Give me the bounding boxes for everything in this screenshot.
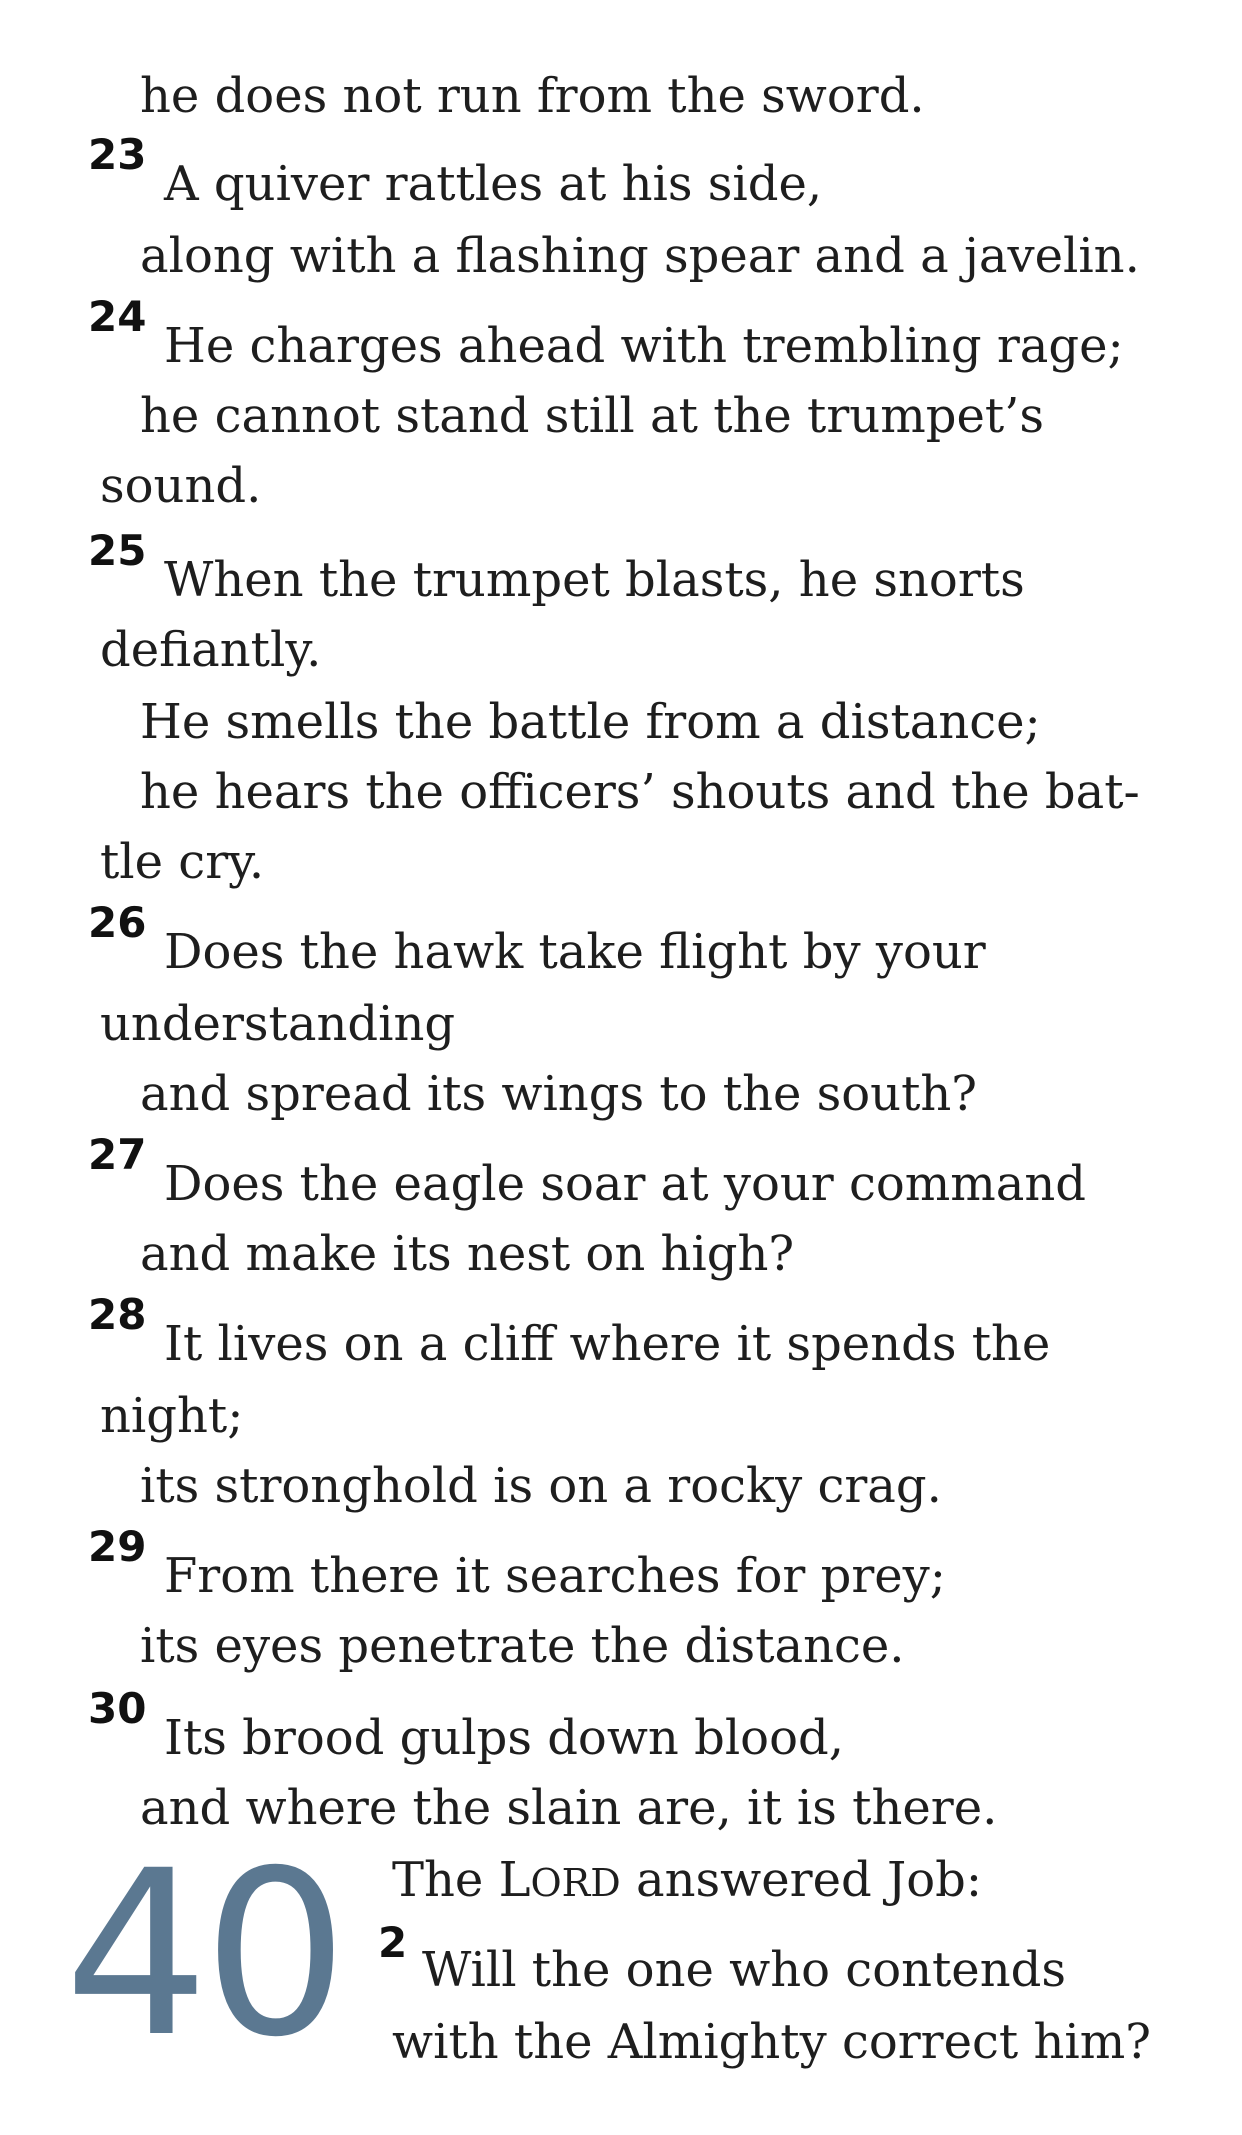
verse-25-line-3: He smells the battle from a distance;	[140, 694, 1041, 750]
chapter-intro-pre: The	[392, 1852, 499, 1908]
verse-2-line-2: with the Almighty correct him?	[392, 2014, 1151, 2070]
verse-25-line-4: he hears the officers’ shouts and the bat-	[140, 764, 1140, 820]
verse-26-line-2: understanding	[100, 996, 456, 1052]
verse-23-line-1: A quiver rattles at his side,	[164, 156, 823, 212]
verse-30-line-2: and where the slain are, it is there.	[140, 1780, 998, 1836]
verse-28-line-2: night;	[100, 1388, 244, 1444]
verse-23-line-2: along with a flashing spear and a javelin.	[140, 228, 1140, 284]
chapter-intro-post: answered Job:	[620, 1852, 982, 1908]
verse-28-line-1: It lives on a cliff where it spends the	[164, 1316, 1051, 1372]
verse-number-26: 26	[88, 898, 147, 947]
verse-number-23: 23	[88, 130, 147, 179]
verse-27-line-2: and make its nest on high?	[140, 1226, 795, 1282]
verse-24-line-3: sound.	[100, 458, 262, 514]
verse-number-27: 27	[88, 1130, 147, 1179]
verse-number-24: 24	[88, 292, 147, 341]
chapter-number: 40	[64, 1821, 343, 2087]
verse-22-end: he does not run from the sword.	[140, 68, 925, 124]
verse-26-line-1: Does the hawk take flight by your	[164, 924, 986, 980]
verse-number-25: 25	[88, 526, 147, 575]
verse-number-29: 29	[88, 1522, 147, 1571]
verse-number-30: 30	[88, 1684, 147, 1733]
verse-29-line-2: its eyes penetrate the distance.	[140, 1618, 905, 1674]
verse-number-28: 28	[88, 1290, 147, 1339]
lord-small-caps: ORD	[530, 1861, 621, 1905]
verse-27-line-1: Does the eagle soar at your command	[164, 1156, 1087, 1212]
verse-2-line-1: Will the one who contends	[422, 1942, 1066, 1998]
verse-24-line-2: he cannot stand still at the trumpet’s	[140, 388, 1045, 444]
verse-30-line-1: Its brood gulps down blood,	[164, 1710, 844, 1766]
lord-initial: L	[498, 1852, 531, 1908]
verse-number-2: 2	[378, 1918, 408, 1967]
verse-24-line-1: He charges ahead with trembling rage;	[164, 318, 1124, 374]
chapter-intro	[392, 1852, 982, 1908]
verse-28-line-3: its stronghold is on a rocky crag.	[140, 1458, 942, 1514]
verse-26-line-3: and spread its wings to the south?	[140, 1066, 978, 1122]
verse-25-line-1: When the trumpet blasts, he snorts	[164, 552, 1025, 608]
verse-25-line-2: defiantly.	[100, 622, 322, 678]
verse-25-line-5: tle cry.	[100, 834, 265, 890]
verse-29-line-1: From there it searches for prey;	[164, 1548, 946, 1604]
